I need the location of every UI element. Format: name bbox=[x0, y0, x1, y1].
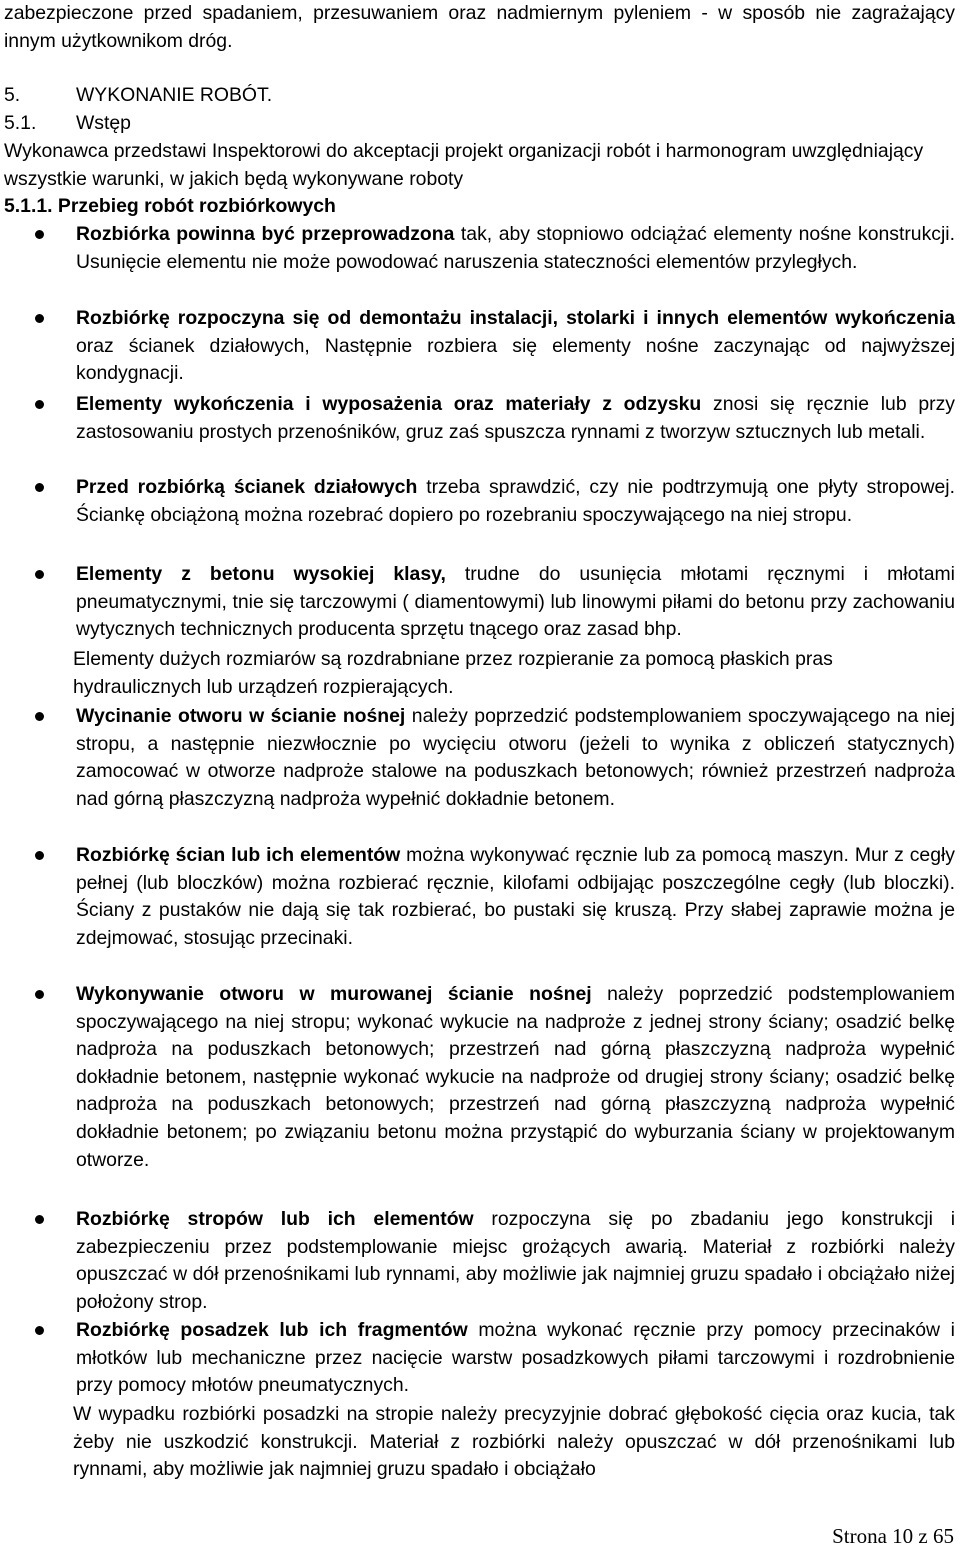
intro-paragraph: zabezpieczone przed spadaniem, przesuwaniem oraz nadmiernym pyleniem - w sposób nie zagrażający innym użytkownikom dróg. bbox=[4, 2, 955, 52]
section-number: 5.1. bbox=[4, 112, 37, 134]
bullet-text: trudne do usunięcia młotami ręcznymi i młotami pneumatycznymi, tnie się tarczowymi ( diamentowymi) lub linowymi piłami do betonu przy zachowaniu wytycznych technicznych producenta sprzętu tnącego oraz zasad bhp. bbox=[76, 563, 955, 641]
bullet-text: można wykonać ręcznie przy pomocy przecinaków i młotków lub mechaniczne przez nacięcie warstw posadzkowych piłami tarczowymi i rozdrobnienie przy pomocy młotów pneumatycznych. bbox=[76, 1319, 955, 1397]
bullet-icon bbox=[35, 851, 44, 860]
bullet-lead: Rozbiórkę rozpoczyna się od demontażu instalacji, stolarki i innych elementów wykończenia bbox=[76, 307, 955, 329]
wstep-paragraph: Wykonawca przedstawi Inspektorowi do akceptacji projekt organizacji robót i harmonogram uwzględniający wszystkie warunki, w jakich będą wykonywane roboty bbox=[4, 140, 924, 190]
bullet-icon bbox=[35, 1215, 44, 1224]
bullet-lead: Wykonywanie otworu w murowanej ścianie nośnej bbox=[76, 983, 592, 1005]
bullet-text: rozpoczyna się po zbadaniu jego konstrukcji i zabezpieczeniu przez podstemplowanie miejsc grożących awarią. Materiał z rozbiórki należy opuszczać w dół przenośnikami lub rynnami, aby możliwie jak najmniej gruzu spadało i obciążało niżej położony strop. bbox=[76, 1208, 956, 1313]
continuation-paragraph: Elementy dużych rozmiarów są rozdrabniane przez rozpieranie za pomocą płaskich pras hydraulicznych lub urządzeń rozpierających. bbox=[73, 648, 833, 698]
bullet-icon bbox=[35, 230, 44, 239]
bullet-lead: Przed rozbiórką ścianek działowych bbox=[76, 476, 418, 498]
continuation-paragraph: W wypadku rozbiórki posadzki na stropie należy precyzyjnie dobrać głębokość cięcia oraz kucia, tak żeby nie uszkodzić konstrukcji. Materiał z rozbiórki należy opuszczać w dół przenośnikami lub rynnami, aby możliwie jak najmniej gruzu spadało i obciążało bbox=[73, 1403, 955, 1481]
bullet-lead: Rozbiórka powinna być przeprowadzona bbox=[76, 223, 455, 245]
bullet-lead: Wycinanie otworu w ścianie nośnej bbox=[76, 705, 406, 727]
bullet-text: należy poprzedzić podstemplowaniem spoczywającego na niej stropu; wykonać wykucie na nadproże z jednej strony ściany; osadzić belkę nadproża na poduszkach betonowych; przestrzeń nad górną płaszczyzną nadproża wypełnić dokładnie betonem, następnie wykonać wykucie na nadproże od drugiej strony ściany; osadzić belkę nadproża na poduszkach betonowych; przestrzeń nad górną płaszczyzną nadproża wypełnić dokładnie betonem; po związaniu betonu można przystąpić do wyburzania ściany w projektowanym otworze. bbox=[76, 983, 955, 1171]
bullet-lead: Rozbiórkę ścian lub ich elementów bbox=[76, 844, 401, 866]
bullet-lead: Rozbiórkę stropów lub ich elementów bbox=[76, 1208, 474, 1230]
section-number: 5. bbox=[4, 84, 21, 106]
bullet-text: oraz ścianek działowych, Następnie rozbiera się elementy nośne zaczynając od najwyższej kondygnacji. bbox=[76, 334, 955, 385]
bullet-icon bbox=[35, 483, 44, 492]
bullet-lead: Elementy wykończenia i wyposażenia oraz materiały z odzysku bbox=[76, 393, 702, 415]
bullet-lead: Elementy z betonu wysokiej klasy, bbox=[76, 563, 446, 585]
bullet-text: znosi się ręcznie lub przy zastosowaniu prostych przenośników, gruz zaś spuszcza rynnami z tworzyw sztucznych lub metali. bbox=[76, 393, 955, 443]
section-title: WYKONANIE ROBÓT. bbox=[76, 84, 273, 106]
bullet-text: tak, aby stopniowo odciążać elementy nośne konstrukcji. Usunięcie elementu nie może powodować naruszenia stateczności elementów przyległych. bbox=[76, 223, 955, 273]
bullet-text: należy poprzedzić podstemplowaniem spoczywającego na niej stropu, a następnie niezwłocznie po wycięciu otworu (jeżeli to wynika z obliczeń statycznych) zamocować w otworze nadproże stalowe na poduszkach betonowych; również przestrzeń nadproża nad górną płaszczyzną nadproża wypełnić dokładnie betonem. bbox=[76, 705, 955, 810]
bullet-icon bbox=[35, 712, 44, 721]
bullet-lead: Rozbiórkę posadzek lub ich fragmentów bbox=[76, 1319, 468, 1341]
bullet-icon bbox=[35, 1326, 44, 1335]
bullet-icon bbox=[35, 314, 44, 323]
bullet-icon bbox=[35, 570, 44, 579]
section-title: Wstęp bbox=[76, 112, 131, 134]
section-heading-5-1-1 bbox=[4, 193, 336, 221]
section-title: Przebieg robót rozbiórkowych bbox=[57, 195, 336, 217]
bullet-icon bbox=[35, 990, 44, 999]
page-number-footer: Strona 10 z 65 bbox=[832, 1524, 954, 1548]
bullet-text: trzeba sprawdzić, czy nie podtrzymują one płyty stropowej. Ściankę obciążoną można rozebrać dopiero po rozebraniu spoczywającego na niej stropu. bbox=[76, 476, 955, 526]
section-number: 5.1.1. bbox=[4, 195, 53, 217]
bullet-text: można wykonywać ręcznie lub za pomocą maszyn. Mur z cegły pełnej (lub bloczków) można rozbierać ręcznie, kilofami odbijając poszczególne cegły (lub bloczki). Ściany z pustaków nie dają się tak rozbierać, bo pustaki się kruszą. Przy słabej zaprawie można je zdejmować, stosując przecinaki. bbox=[76, 844, 955, 949]
bullet-icon bbox=[35, 400, 44, 409]
